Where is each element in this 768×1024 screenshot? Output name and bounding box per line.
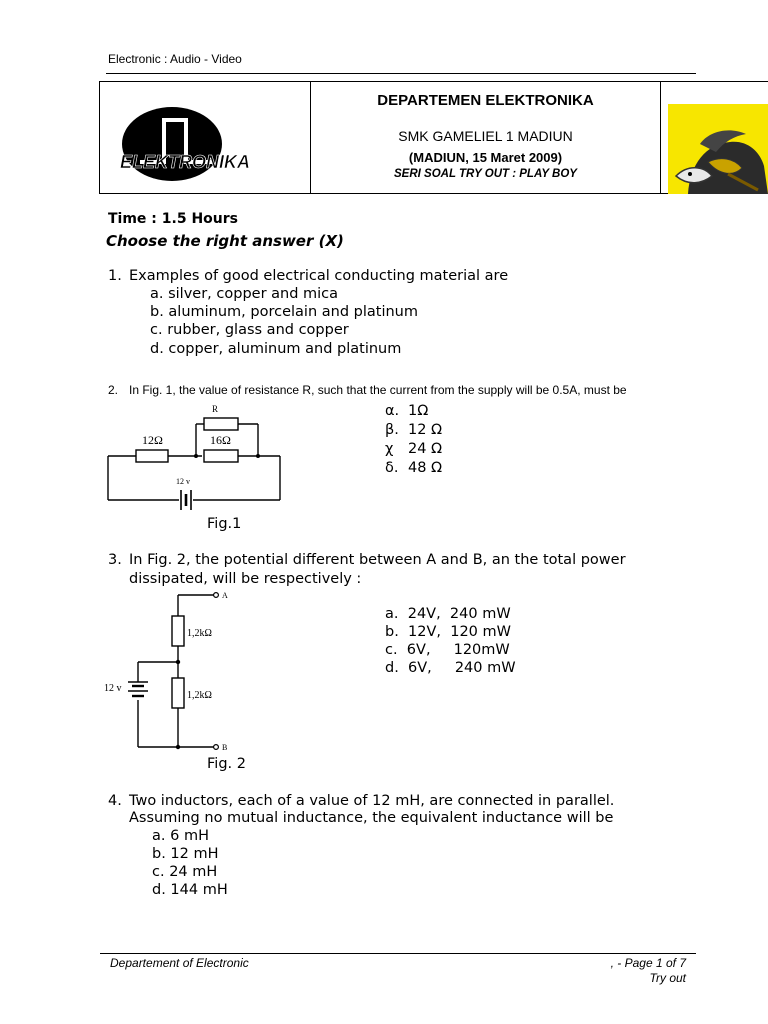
department-title: DEPARTEMEN ELEKTRONIKA <box>377 92 594 109</box>
q3-option: a. 24V, 240 mW <box>385 606 511 622</box>
q4-option: a. 6 mH <box>152 828 209 844</box>
q4-text-line1: Two inductors, each of a value of 12 mH, are connected in parallel. <box>129 793 615 809</box>
footer-department: Departement of Electronic <box>110 956 249 970</box>
q2-option-letter: α. <box>385 403 400 419</box>
q2-option-letter: β. <box>385 422 399 438</box>
school-name: SMK GAMELIEL 1 MADIUN <box>398 128 573 144</box>
q2-option: 48 Ω <box>408 460 443 476</box>
footer-note: Try out <box>649 971 686 985</box>
q2-option: 12 Ω <box>408 422 443 438</box>
q1-option: c. rubber, glass and copper <box>150 322 349 338</box>
q2-option-letter: δ. <box>385 460 399 476</box>
fig1-r2-label: 16Ω <box>210 433 231 447</box>
q3-text-line2: dissipated, will be respectively : <box>129 571 362 587</box>
exam-series: SERI SOAL TRY OUT : PLAY BOY <box>394 168 577 180</box>
q4-text-line2: Assuming no mutual inductance, the equivalent inductance will be <box>129 810 614 826</box>
fig1-r1-label: 12Ω <box>142 433 163 447</box>
q4-option: d. 144 mH <box>152 882 228 898</box>
header-rule <box>106 73 696 74</box>
time-allowed: Time : 1.5 Hours <box>108 211 238 227</box>
q4-option: b. 12 mH <box>152 846 219 862</box>
footer-page-number: , - Page 1 of 7 <box>610 956 686 970</box>
q1-number: 1. <box>108 268 122 284</box>
q3-option: b. 12V, 120 mW <box>385 624 511 640</box>
fig2-circuit <box>100 586 240 756</box>
fig1-caption: Fig.1 <box>207 516 242 532</box>
q1-option: b. aluminum, porcelain and platinum <box>150 304 418 320</box>
q1-option: a. silver, copper and mica <box>150 286 339 302</box>
q3-text-line1: In Fig. 2, the potential different between A and B, an the total power <box>129 552 626 568</box>
q2-option: 1Ω <box>408 403 429 419</box>
header-subject: Electronic : Audio - Video <box>108 52 242 66</box>
fig1-circuit <box>100 398 290 516</box>
q1-text: Examples of good electrical conducting material are <box>129 268 509 284</box>
fig2-r2-label: 1,2kΩ <box>187 690 212 701</box>
q2-option: 24 Ω <box>408 441 443 457</box>
fig2-r1-label: 1,2kΩ <box>187 628 212 639</box>
wayang-image <box>668 104 768 194</box>
exam-date: (MADIUN, 15 Maret 2009) <box>408 150 563 165</box>
fig2-source-label: 12 v <box>104 683 122 694</box>
fig1-source-label: 12 v <box>176 477 190 486</box>
q4-option: c. 24 mH <box>152 864 218 880</box>
instruction: Choose the right answer (X) <box>106 232 344 250</box>
q3-option: d. 6V, 240 mW <box>385 660 516 676</box>
q2-option-letter: χ <box>385 441 394 457</box>
q4-number: 4. <box>108 793 122 809</box>
fig2-terminal-a: A <box>222 591 228 600</box>
header-divider <box>660 81 661 194</box>
q3-number: 3. <box>108 552 122 568</box>
logo-text: ELEKTRONIKA <box>120 152 250 172</box>
q2-text: In Fig. 1, the value of resistance R, such that the current from the supply will be 0.5A, must be <box>129 383 627 397</box>
fig2-terminal-b: B <box>222 743 228 752</box>
q3-option: c. 6V, 120mW <box>385 642 510 658</box>
fig2-caption: Fig. 2 <box>207 756 246 772</box>
elektronika-logo <box>112 98 292 186</box>
q1-option: d. copper, aluminum and platinum <box>150 341 402 357</box>
q2-number: 2. <box>108 383 119 397</box>
fig1-r-label: R <box>212 404 219 414</box>
footer-rule <box>100 953 696 954</box>
